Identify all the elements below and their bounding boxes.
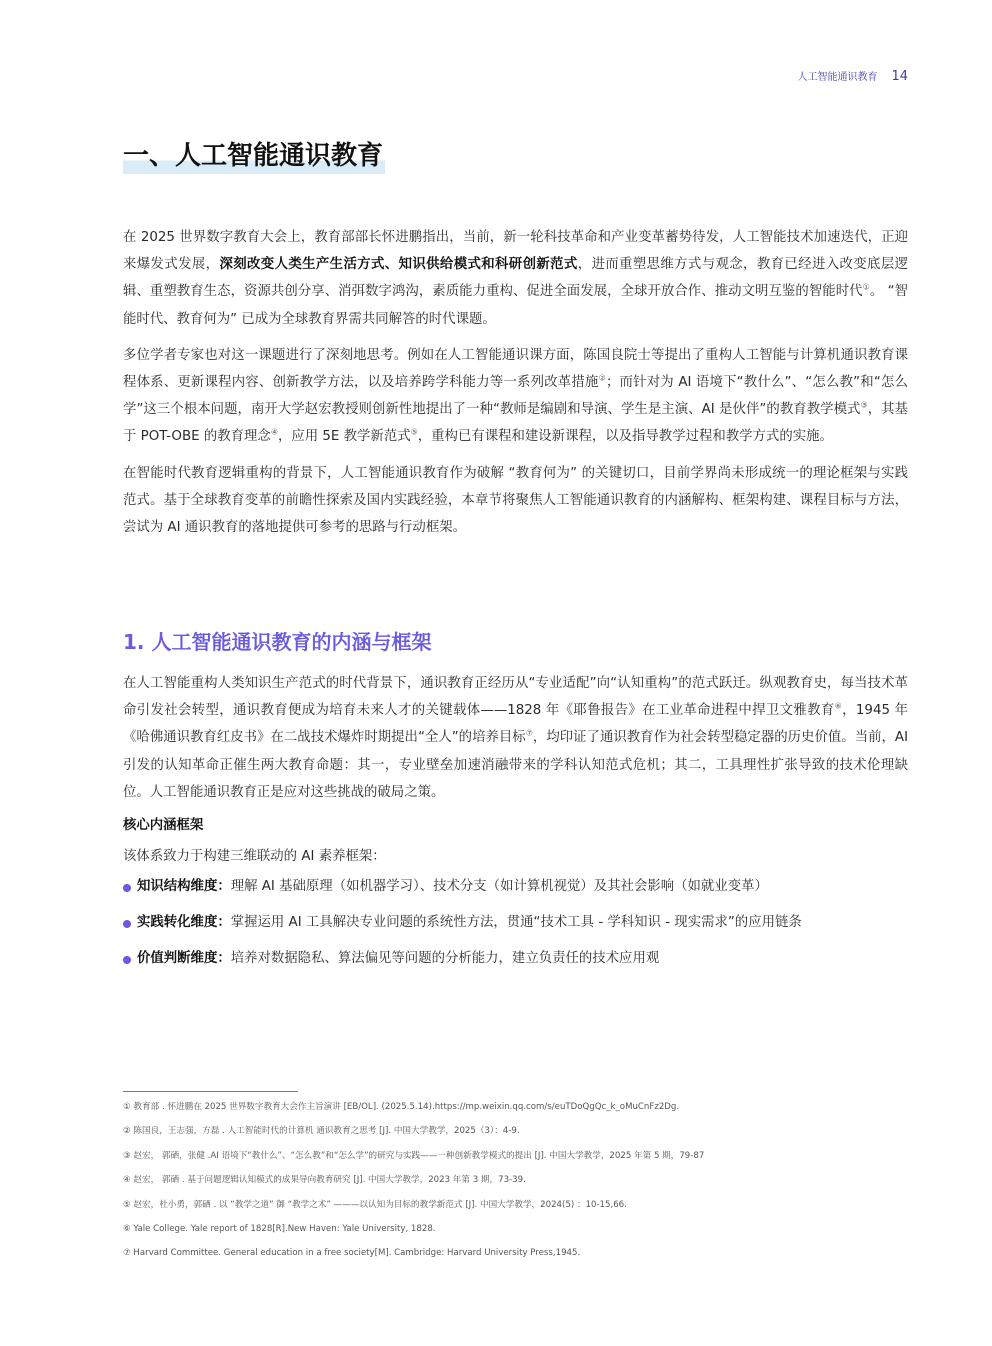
bullet-dot-icon xyxy=(123,920,131,928)
list-item: 实践转化维度：掌握运用 AI 工具解决专业问题的系统性方法，贯通“技术工具 - 学科知识 - 现实需求”的应用链条 xyxy=(123,910,908,936)
footnote-ref: ① xyxy=(862,282,870,292)
bold-phrase: 深刻改变人类生产生活方式、知识供给模式和科研创新范式 xyxy=(219,257,578,273)
footnote: ⑦ Harvard Committee. General education in a free society[M]. Cambridge: Harvard University Press,1945. xyxy=(123,1248,581,1259)
dimension-list xyxy=(123,874,908,972)
footnote-ref: ⑦ xyxy=(525,728,533,738)
list-item: 知识结构维度：理解 AI 基础原理（如机器学习）、技术分支（如计算机视觉）及其社会影响（如就业变革） xyxy=(123,874,908,900)
intro-section xyxy=(123,224,908,550)
footnote-ref: ⑥ xyxy=(834,701,843,711)
footnote: ② 陈国良，王志强，方磊 . 人工智能时代的计算机 通识教育之思考 [J]. 中国大学教学，2025（3）：4-9. xyxy=(123,1126,520,1137)
footnote: ④ 赵宏， 郭硒 . 基于问题逻辑认知模式的成果导向教育研究 [J]. 中国大学教学，2023 年第 3 期，73-39. xyxy=(123,1175,526,1186)
page-header xyxy=(797,68,908,84)
footnote: ⑤ 赵宏，杜小勇，郭硒 . 以 “教学之道” 御 “教学之术” ———以认知为目标的教学新范式 [J]. 中国大学教学，2024(5) ：10-15,66. xyxy=(123,1199,627,1210)
intro-paragraph-3: 在智能时代教育逻辑重构的背景下，人工智能通识教育作为破解 “教育何为” 的关键切口，目前学界尚未形成统一的理论框架与实践范式。基于全球教育变革的前瞻性探索及国内实践经验，本章节将聚焦人工智能通识教育的内涵解构、框架构建、课程目标与方法，尝试为 AI 通识教育的落地提供可参考的思路与行动框架。 xyxy=(123,465,908,536)
section1-paragraph: 在人工智能重构人类知识生产范式的时代背景下，通识教育正经历从“专业适配”向“认知重构”的范式跃迁。纵观教育史，每当技术革命引发社会转型，通识教育便成为培育未来人才的关键载体——1828 年《耶鲁报告》在工业革命进程中捍卫文雅教育⑥，1945 年《哈佛通识教育红皮书》在二战技术爆炸时期提出“全人”的培养目标⑦，均印证了通识教育作为社会转型稳定器的历史价值。当前，AI 引发的认知革命正催生两大教育命题：其一，专业壁垒加速消融带来的学科认知范式危机；其二，工具理性扩张导致的技术伦理缺位。人工智能通识教育正是应对这些挑战的破局之策。 xyxy=(123,676,909,800)
footnote-divider xyxy=(123,1091,298,1092)
footnote: ③ 赵宏， 郭硒，张健 .AI 语境下“教什么”、“怎么教”和“怎么学”的研究与实践——一种创新教学模式的提出 [J]. 中国大学教学，2025 年第 5 期，79-87 xyxy=(123,1150,705,1161)
footnote: ① 教育部 . 怀进鹏在 2025 世界数字教育大会作主旨演讲 [EB/OL]. (2025.5.14).https://mp.weixin.qq.com/s/euTDoQgQc_k_oMuCnFz2Dg. xyxy=(123,1102,680,1112)
footnotes xyxy=(123,1102,913,1273)
chapter-title: 一、人工智能通识教育 xyxy=(123,138,385,174)
section-title: 1. 人工智能通识教育的内涵与框架 xyxy=(123,630,432,654)
footnote-ref: ⑤ xyxy=(410,427,418,437)
intro-paragraph-2: 多位学者专家也对这一课题进行了深刻地思考。例如在人工智能通识课方面，陈国良院士等提出了重构人工智能与计算机通识教育课程体系、更新课程内容、创新教学方法，以及培养跨学科能力等一系列改革措施②；而针对为 AI 语境下“教什么”、“怎么教”和“怎么学”这三个根本问题，南开大学赵宏教授则创新性地提出了一种“教师是编剧和导演、学生是主演、AI 是伙伴”的教育教学模式③，其基于 POT-OBE 的教育理念④，应用 5E 教学新范式⑤，重构已有课程和建设新课程，以及指导教学过程和教学方式的实施。 xyxy=(123,347,909,445)
core-framework-intro: 该体系致力于构建三维联动的 AI 素养框架： xyxy=(123,849,386,865)
core-framework-title: 核心内涵框架 xyxy=(123,818,204,834)
bullet-dot-icon xyxy=(123,884,131,892)
footnote-ref: ④ xyxy=(270,427,278,437)
footnote-ref: ③ xyxy=(860,400,868,410)
section1-body xyxy=(123,670,908,982)
intro-paragraph-1: 在 2025 世界数字教育大会上，教育部部长怀进鹏指出，当前，新一轮科技革命和产业变革蓄势待发，人工智能技术加速迭代，正迎来爆发式发展，深刻改变人类生产生活方式、知识供给模式和科研创新范式，进而重塑思维方式与观念，教育已经进入改变底层逻辑、重塑教育生态，资源共创分享、消弭数字鸿沟，素质能力重构、促进全面发展，全球开放合作、推动文明互鉴的智能时代①。 “智能时代、教育何为” 已成为全球教育界需共同解答的时代课题。 xyxy=(123,230,909,327)
footnote-ref: ② xyxy=(598,373,606,383)
page-number: 14 xyxy=(891,69,908,84)
list-item: 价值判断维度：培养对数据隐私、算法偏见等问题的分析能力，建立负责任的技术应用观 xyxy=(123,946,908,972)
bullet-dot-icon xyxy=(123,956,131,964)
header-title: 人工智能通识教育 xyxy=(797,72,878,83)
footnote: ⑥ Yale College. Yale report of 1828[R].New Haven: Yale University, 1828. xyxy=(123,1223,436,1234)
